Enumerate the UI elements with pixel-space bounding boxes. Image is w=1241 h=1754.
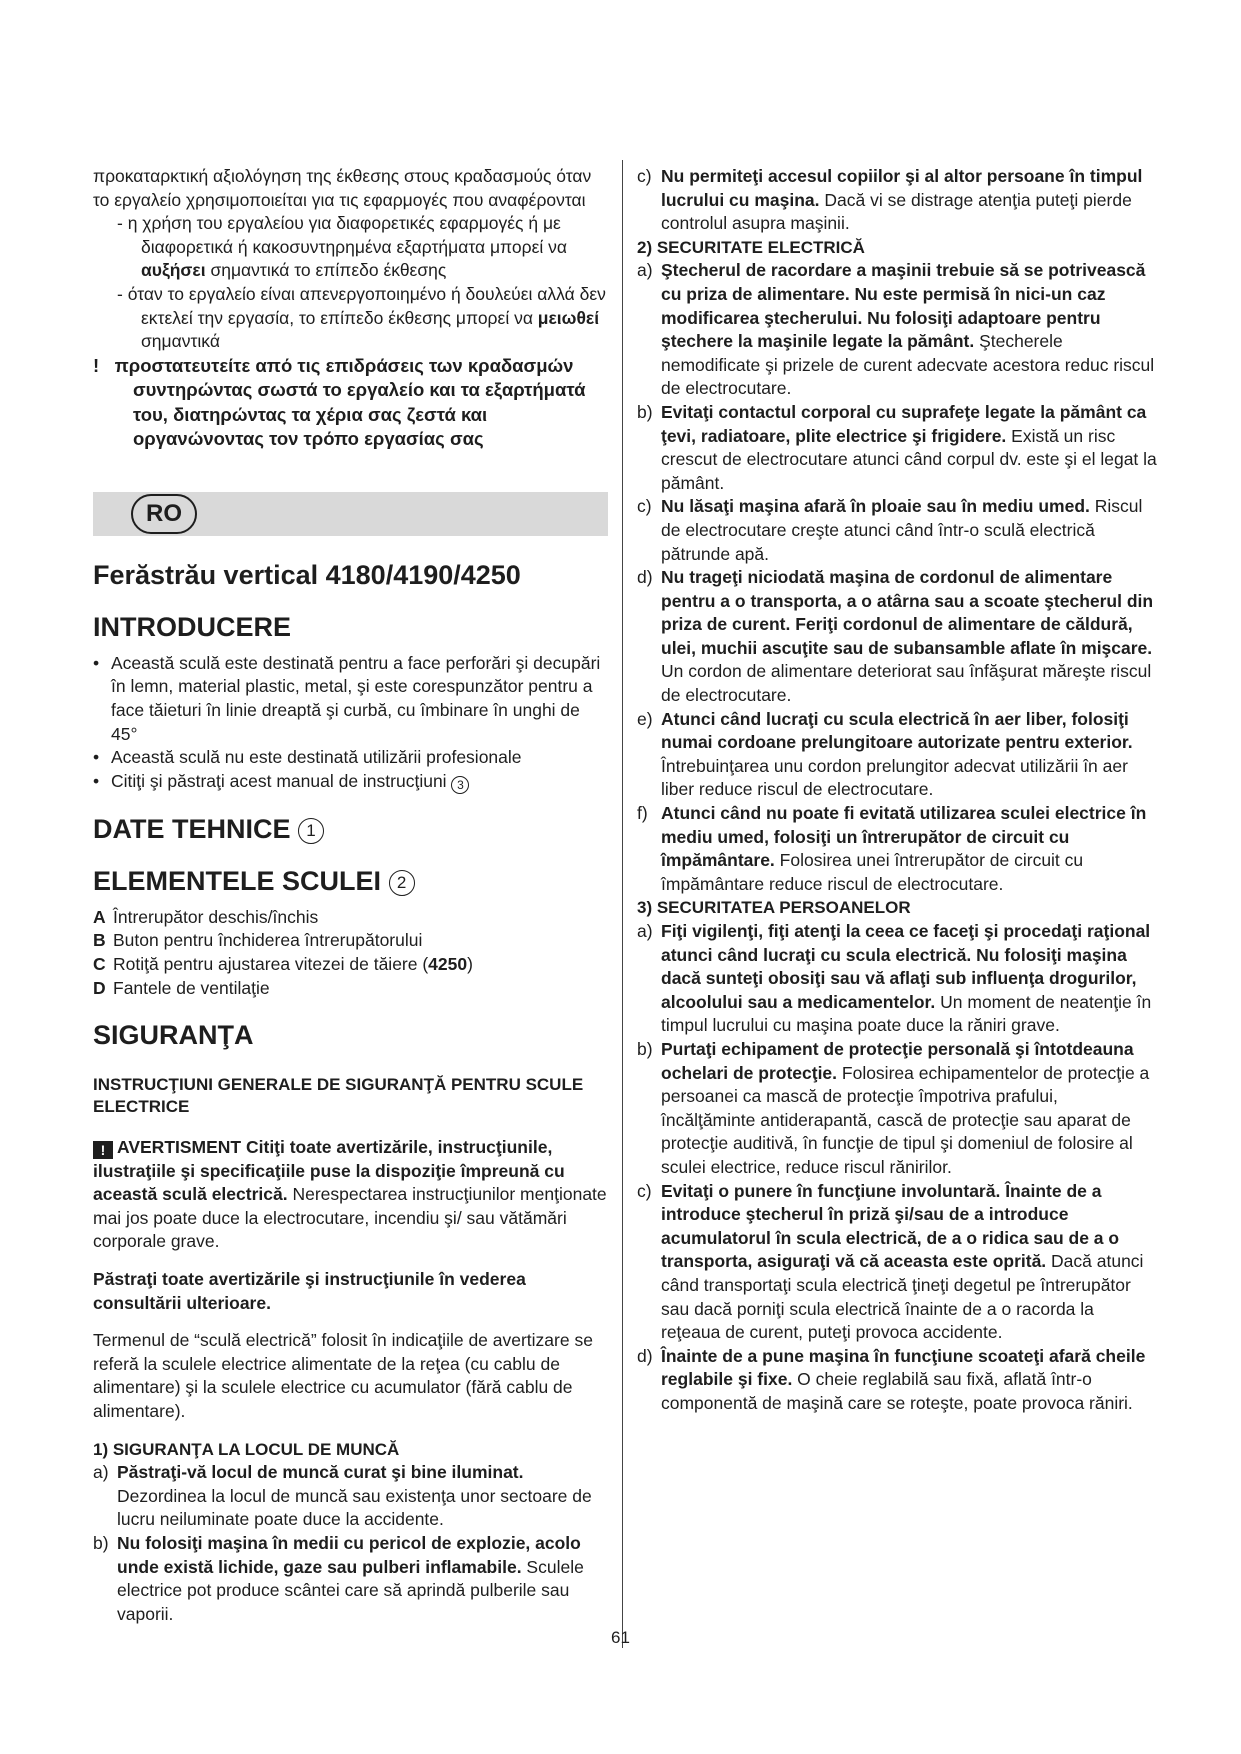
section-heading: 2) SECURITATE ELECTRICĂ (637, 237, 865, 257)
greek-intro: προκαταρκτική αξιολόγηση της έκθεσης στους κραδασμούς όταν το εργαλείο χρησιμοποιείται για τις εφαρμογές που αναφέρονται (93, 166, 592, 210)
column-divider (622, 160, 623, 1648)
bullet-item: • Citiţi şi păstraţi acest manual de instrucţiuni 3 (93, 770, 608, 794)
intro-heading: INTRODUCERE (93, 611, 292, 642)
term-definition: Termenul de “sculă electrică” folosit în indicaţiile de avertizare se referă la sculele electrice alimentate de la reţea (cu cablu de alimentare) şi la sculele electrice cu acumulator (fără cablu de alimentare). (93, 1330, 593, 1422)
bullet-item: • Această sculă este destinată pentru a face perforări şi decupări în lemn, material plastic, metal, şi este corespunzător pentru a face tăieturi în linie dreaptă şi curbă, cu îmbinare în unghi de 45° (93, 652, 601, 744)
text-bold: Evitaţi contactul corporal cu suprafeţe legate la pământ ca ţevi, radiatoare, plite electrice şi frigidere. (661, 401, 1147, 446)
text: όταν το εργαλείο είναι απενεργοποιημένο ή δουλεύει αλλά δεν εκτελεί την εργασία, το επίπεδο έκθεσης μπορεί να (127, 283, 606, 328)
product-title: Ferăstrău vertical 4180/4190/4250 (93, 559, 521, 590)
text: Folosirea echipamentelor de protecţie a persoanei ca mască de protecţie împotriva prafului, încălţăminte antiderapantă, cască de protecţie sau aparat de protecţie auditivă, în funcţie de tipul şi domeniul de folosire al sculei electrice, reduce riscul rănirilor. (661, 1062, 1150, 1177)
text: Dacă atunci când transportaţi scula electrică ţineţi degetul pe întrerupător sau dacă porniţi scula electrică înainte de a o racorda la reţeaua de curent, puteţi provoca accidente. (661, 1251, 1144, 1343)
text: O cheie reglabilă sau fixă, aflată într-o componentă de maşină care se roteşte, poate provoca răniri. (661, 1369, 1133, 1413)
tech-heading (93, 812, 608, 846)
figure-ref-icon: 1 (298, 818, 324, 844)
safety-item: c) Evitaţi o punere în funcţiune involuntară. Înainte de a introduce ştecherul în priză şi/sau de a introduce acumulatorul în scula electrică, de a o ridica sau de a o transporta, asiguraţi vă că aceasta este oprită. Dacă atunci când transportaţi scula electrică ţineţi degetul pe întrerupător sau dacă porniţi scula electrică înainte de a o racorda la reţeaua de curent, puteţi provoca accidente. (637, 1180, 1144, 1343)
text: Citiţi şi păstraţi acest manual de instrucţiuni (111, 770, 447, 791)
text-bold: μειωθεί (537, 307, 600, 328)
text-bold: Nu folosiţi maşina în medii cu pericol de explozie, acolo unde există lichide, gaze sau pulberi inflamabile. (117, 1533, 581, 1577)
text-bold: αυξήσει (141, 260, 206, 281)
safety-item: a) Păstraţi-vă locul de muncă curat şi bine iluminat. Dezordinea la locul de muncă sau existenţa unor sectoare de lucru neiluminate poate duce la accidente. (93, 1462, 592, 1530)
warning-icon: ! (93, 1141, 113, 1159)
text: προστατευτείτε από τις επιδράσεις των κραδασμών συντηρώντας σωστά το εργαλείο και τα εξαρτήματά του, διατηρώντας τα χέρια σας ζεστά και οργανώνοντας τον τρόπο εργασίας σας (114, 354, 586, 450)
safety-item: e) Atunci când lucraţi cu scula electrică în aer liber, folosiţi numai cordoane prelungitoare autorizate pentru exterior. Întrebuinţarea unu cordon prelungitor adecvat utilizării în aer liber reduce riscul de electrocutare. (637, 708, 1133, 800)
text: Nerespectarea instrucţiunilor menţionate mai jos poate duce la electrocutare, incendiu şi/ sau vătămări corporale grave. (93, 1184, 607, 1252)
text: Ştecherele nemodificate şi prizele de curent adecvate acestora reduc riscul de electrocutare. (661, 331, 1155, 399)
safety-item: a) Fiţi vigilenţi, fiţi atenţi la ceea ce faceţi şi procedaţi raţional atunci când lucraţi cu scula electrică. Nu folosiţi maşina dacă sunteţi obosiţi sau vă aflaţi sub influenţa drogurilor, alcoolului sau a medicamentelor. Un moment de neatenţie în timpul lucrului cu maşina poate duce la răniri grave. (637, 921, 1152, 1036)
component-item (93, 929, 608, 953)
safety-item: d) Înainte de a pune maşina în funcţiune scoateţi afară cheile reglabile şi fixe. O cheie reglabilă sau fixă, aflată într-o componentă de maşină care se roteşte, poate provoca răniri. (637, 1345, 1146, 1413)
safety-item: b) Purtaţi echipament de protecţie personală şi întotdeauna ochelari de protecţie. Folosirea echipamentelor de protecţie a persoanei ca mască de protecţie împotriva prafului, încălţăminte antiderapantă, cască de protecţie sau aparat de protecţie auditivă, în funcţie de tipul şi domeniul de folosire al sculei electrice, reduce riscul rănirilor. (637, 1038, 1150, 1177)
component-letter: A (93, 906, 106, 927)
text: σημαντικά (141, 331, 220, 352)
text-bold: Purtaţi echipament de protecţie personală şi întotdeauna ochelari de protecţie. (661, 1038, 1134, 1083)
right-column (637, 165, 1157, 1415)
text: Această sculă nu este destinată utilizării profesionale (111, 747, 522, 768)
section-heading: 3) SECURITATEA PERSOANELOR (637, 898, 911, 918)
text: Riscul de electrocutare creşte atunci când într-o sculă electrică pătrunde apă. (661, 496, 1143, 564)
greek-dash-item: - όταν το εργαλείο είναι απενεργοποιημένο ή δουλεύει αλλά δεν εκτελεί την εργασία, το επίπεδο έκθεσης μπορεί να μειωθεί σημαντικά (117, 283, 606, 352)
safety-item: a) Ştecherul de racordare a maşinii trebuie să se potrivească cu priza de alimentare. Nu este permisă în nici-un caz modificarea ştecherului. Nu folosiţi adaptoare pentru ştechere la maşinile legate la pământ. Ştecherele nemodificate şi prizele de curent adecvate acestora reduc riscul de electrocutare. (637, 260, 1155, 399)
text-bold: Nu trageţi niciodată maşina de cordonul de alimentare pentru a o transporta, a o atârna sau a scoate ştecherul din priza de curent. Feriţi cordonul de alimentare de căldură, ulei, muchii ascuţite sau de subansamble aflate în mişcare. (661, 567, 1154, 658)
bullet-item: • Această sculă nu este destinată utilizării profesionale (93, 747, 522, 768)
component-letter: D (93, 977, 106, 998)
text: σημαντικά το επίπεδο έκθεσης (205, 260, 447, 281)
page-number: 61 (611, 1628, 630, 1647)
component-item (93, 906, 608, 930)
text: Folosirea unei întrerupător de circuit cu împământare reduce riscul de electrocutare. (661, 850, 1084, 894)
text: Întrebuinţarea unu cordon prelungitor adecvat utilizării în aer liber reduce riscul de electrocutare. (661, 755, 1128, 800)
greek-dash-item: - η χρήση του εργαλείου για διαφορετικές εφαρμογές ή με διαφορετικά ή κακοσυντηρημένα εξαρτήματα μπορεί να αυξήσει σημαντικά το επίπεδο έκθεσης (117, 213, 567, 281)
greek-warning: ! προστατευτείτε από τις επιδράσεις των κραδασμών συντηρώντας σωστά το εργαλείο και τα εξαρτήματά του, διατηρώντας τα χέρια σας ζεστά και οργανώνοντας τον τρόπο εργασίας σας (93, 354, 586, 450)
component-item (93, 977, 608, 1001)
text-bold: Atunci când nu poate fi evitată utilizarea sculei electrice în mediu umed, folosiţi un întrerupător de circuit cu împământare. (661, 803, 1147, 871)
text: Un moment de neatenţie în timpul lucrului cu maşina poate duce la răniri grave. (661, 991, 1152, 1036)
text: Buton pentru închiderea întrerupătorului (113, 930, 423, 951)
safety-item: f) Atunci când nu poate fi evitată utilizarea sculei electrice în mediu umed, folosiţi un întrerupător de circuit cu împământare. Folosirea unei întrerupător de circuit cu împământare reduce riscul de electrocutare. (637, 803, 1147, 894)
component-item (93, 953, 608, 977)
language-band (93, 492, 608, 536)
text: Dacă vi se distrage atenţia puteţi pierde controlul asupra maşinii. (661, 189, 1132, 234)
text-bold: AVERTISMENT Citiţi toate avertizările, instrucţiunile, ilustraţiile şi specificaţiile puse la dispoziţie împreună cu această sculă electrică. (93, 1137, 565, 1205)
text: ELEMENTELE SCULEI (93, 865, 382, 896)
language-badge: RO (131, 494, 197, 534)
section-heading: 1) SIGURANŢA LA LOCUL DE MUNCĂ (93, 1439, 400, 1459)
text: Un cordon de alimentare deteriorat sau înfăşurat măreşte riscul de electrocutare. (661, 661, 1152, 706)
component-letter: C (93, 953, 106, 974)
text-bold: Înainte de a pune maşina în funcţiune scoateţi afară cheile reglabile şi fixe. (661, 1345, 1146, 1390)
safety-heading: SIGURANŢA (93, 1020, 254, 1051)
text: DATE TEHNICE (93, 813, 291, 844)
text-bold: Atunci când lucraţi cu scula electrică în aer liber, folosiţi numai cordoane prelungitoare autorizate pentru exterior. (661, 708, 1133, 753)
safety-item: d) Nu trageţi niciodată maşina de cordonul de alimentare pentru a o transporta, a o atârna sau a scoate ştecherul din priza de curent. Feriţi cordonul de alimentare de căldură, ulei, muchii ascuţite sau de subansamble aflate în mişcare. Un cordon de alimentare deteriorat sau înfăşurat măreşte riscul de electrocutare. (637, 567, 1154, 706)
keep-instructions: Păstraţi toate avertizările şi instrucţiunile în vederea consultării ulterioare. (93, 1269, 526, 1313)
general-warning (93, 1136, 608, 1254)
safety-item: c) Nu lăsaţi maşina afară în ploaie sau în mediu umed. Riscul de electrocutare creşte atunci când într-o sculă electrică pătrunde apă. (637, 496, 1143, 564)
text-bold: Păstraţi-vă locul de muncă curat şi bine iluminat. (117, 1462, 524, 1483)
text: Rotiţă pentru ajustarea vitezei de tăiere ( (113, 953, 429, 974)
text: Fantele de ventilaţie (113, 977, 270, 998)
text: Întrerupător deschis/închis (113, 906, 319, 927)
text: Dezordinea la locul de muncă sau existenţa unor sectoare de lucru neiluminate poate duce la accidente. (117, 1485, 592, 1530)
text-bold: Fiţi vigilenţi, fiţi atenţi la ceea ce faceţi şi procedaţi raţional atunci când lucraţi cu scula electrică. Nu folosiţi maşina dacă sunteţi obosiţi sau vă aflaţi sub influenţa drogurilor, alcoolului sau a medicamentelor. (661, 921, 1151, 1012)
elements-heading (93, 864, 608, 898)
text-bold: Nu permiteţi accesul copiilor şi al altor persoane în timpul lucrului cu maşina. (661, 166, 1143, 210)
text: η χρήση του εργαλείου για διαφορετικές εφαρμογές ή με διαφορετικά ή κακοσυντηρημένα εξαρτήματα μπορεί να (127, 213, 567, 257)
left-column (93, 165, 608, 1626)
text-bold: Evitaţi o punere în funcţiune involuntară. Înainte de a introduce ştecherul în priză şi/sau de a introduce acumulatorul în scula electrică, de a o ridica sau de a o transporta, asiguraţi vă că aceasta este oprită. (661, 1180, 1120, 1272)
text: ) (467, 953, 473, 974)
safety-item: c) Nu permiteţi accesul copiilor şi al altor persoane în timpul lucrului cu maşina. Dacă vi se distrage atenţia puteţi pierde controlul asupra maşinii. (637, 166, 1143, 234)
text-bold: Ştecherul de racordare a maşinii trebuie să se potrivească cu priza de alimentare. Nu este permisă în nici-un caz modificarea ştecherului. Nu folosiţi adaptoare pentru ştechere la maşinile legate la pământ. (661, 260, 1146, 352)
safety-item: b) Evitaţi contactul corporal cu suprafeţe legate la pământ ca ţevi, radiatoare, plite electrice şi frigidere. Există un risc crescut de electrocutare atunci când corpul dv. este şi el legat la pământ. (637, 401, 1157, 493)
safety-item: b) Nu folosiţi maşina în medii cu pericol de explozie, acolo unde există lichide, gaze sau pulberi inflamabile. Sculele electrice pot produce scântei care să aprindă pulberile sau vaporii. (93, 1533, 584, 1624)
text-bold: 4250 (428, 953, 468, 974)
figure-ref-icon: 3 (451, 776, 469, 794)
safety-subheading: INSTRUCŢIUNI GENERALE DE SIGURANŢĂ PENTRU SCULE ELECTRICE (93, 1075, 584, 1117)
text-bold: Nu lăsaţi maşina afară în ploaie sau în mediu umed. (661, 496, 1090, 517)
text: Există un risc crescut de electrocutare atunci când corpul dv. este şi el legat la pământ. (661, 425, 1157, 493)
text: Această sculă este destinată pentru a face perforări şi decupări în lemn, material plastic, metal, şi este corespunzător pentru a face tăieturi în linie dreaptă şi curbă, cu îmbinare în unghi de 45° (111, 652, 601, 744)
component-letter: B (93, 930, 106, 951)
figure-ref-icon: 2 (389, 870, 415, 896)
text: Sculele electrice pot produce scântei care să aprindă pulberile sau vaporii. (117, 1556, 584, 1624)
